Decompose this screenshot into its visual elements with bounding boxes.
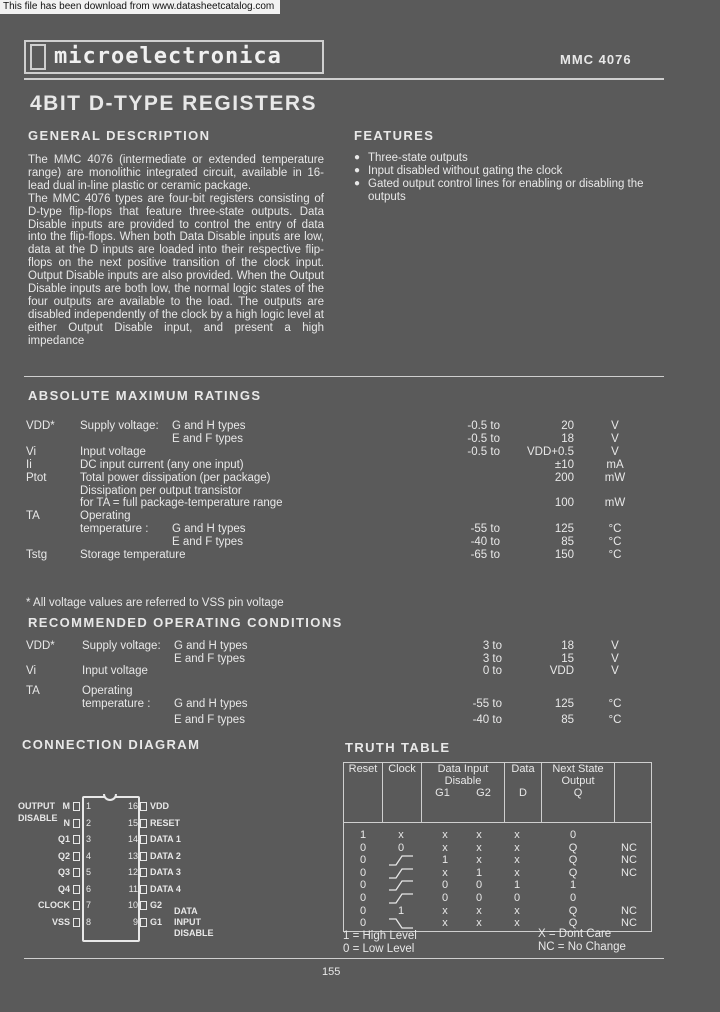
truth-cell-g1: 0: [441, 892, 449, 904]
pin-7: [73, 901, 80, 910]
falling-edge-icon: [388, 918, 414, 929]
truth-cell-q: 0: [569, 829, 577, 841]
truth-cell-reset: 0: [359, 904, 367, 917]
truth-cell-g2: 0: [475, 879, 483, 892]
rating-min: -55 to: [472, 698, 502, 710]
rating-unit: V: [611, 445, 619, 458]
truth-cell-reset: 0: [359, 854, 367, 867]
features-heading: FEATURES: [354, 128, 435, 143]
rating-parameter: Operating: [82, 685, 133, 697]
truth-cell-g1: x: [442, 866, 448, 879]
legend-right: [538, 928, 626, 954]
truth-cell-reset: 0: [359, 917, 367, 930]
download-banner: This file has been download from www.datasheetcatalog.com: [0, 0, 280, 14]
truth-cell-g2: x: [476, 904, 482, 917]
truth-cell-d: x: [514, 829, 520, 841]
rating-parameter: Dissipation per output transistor: [80, 484, 242, 497]
pin-number: 16: [127, 801, 138, 811]
truth-cell-nc: NC: [621, 854, 637, 867]
rating-parameter: Total power dissipation (per package): [80, 471, 271, 484]
pin-3: [73, 835, 80, 844]
description-para-2: The MMC 4076 types are four-bit registers consisting of D-type flip-flops that feature three-state outputs. Data Disable inputs are provided to control the entry of data into the flip-flops. When both Data Disable inputs are low, data at the D inputs are loaded into their respective flip-flops on the next positive transition of the clock input. Output Disable inputs are also provided. When the Output Disable inputs are both low, the normal logic states of the four outputs are available to the load. The outputs are disabled independently of the clock by a high logic level at either Output Disable input, and present a high impedance: [28, 192, 324, 347]
rating-min: -0.5 to: [467, 432, 500, 445]
pin-label: DATA 1: [150, 834, 181, 844]
pin-label: N: [63, 817, 70, 828]
truth-cell-q: 1: [569, 879, 577, 892]
rising-edge-icon: [388, 880, 414, 891]
rating-parameter: temperature :: [80, 523, 149, 536]
truth-cell-d: 0: [513, 892, 521, 904]
rating-max: 200: [554, 471, 574, 484]
legend-high: 1 = High Level: [343, 930, 417, 942]
th-g2: G2: [476, 787, 491, 799]
th-data: Data: [511, 763, 535, 775]
truth-cell-g1: 1: [441, 854, 449, 867]
pin-number: 3: [86, 834, 92, 844]
pin-number: 6: [86, 883, 92, 894]
pin-9: [140, 918, 147, 927]
th-reset: Reset: [348, 763, 378, 775]
rec-op-heading: RECOMMENDED OPERATING CONDITIONS: [28, 615, 343, 630]
truth-cell-reset: 0: [359, 892, 367, 904]
rating-max: 85: [561, 536, 574, 549]
th-q: Q: [573, 787, 583, 799]
rating-parameter: Storage temperature: [80, 549, 186, 561]
pin-label: Q3: [57, 867, 70, 877]
truth-cell-g2: x: [476, 829, 482, 841]
pin-10: [140, 901, 147, 910]
connection-heading: CONNECTION DIAGRAM: [22, 737, 201, 752]
truth-cell-d: x: [514, 841, 520, 854]
pin-label: DATA 3: [150, 867, 181, 877]
pin-16: [140, 802, 147, 811]
pin-2: [73, 819, 80, 828]
rating-max: 15: [561, 653, 574, 665]
truth-cell-reset: 0: [359, 879, 367, 892]
rating-symbol: VDD*: [26, 420, 55, 432]
pin-label: DATA 4: [150, 883, 181, 894]
general-description: [28, 154, 324, 348]
rating-unit: mA: [606, 458, 624, 471]
feature-item: ● Input disabled without gating the clock: [354, 165, 674, 178]
rating-symbol: TA: [26, 510, 40, 523]
th-clock: Clock: [388, 763, 416, 775]
pin-4: [73, 852, 80, 861]
pin-number: 5: [86, 867, 92, 877]
rating-max: 125: [554, 523, 574, 536]
truth-cell-reset: 0: [359, 866, 367, 879]
rating-min: 3 to: [482, 653, 502, 665]
rating-unit: V: [611, 665, 619, 677]
truth-cell-q: 0: [569, 892, 577, 904]
pin-number: 8: [86, 916, 92, 927]
truth-cell-d: x: [514, 854, 520, 867]
truth-cell-q: Q: [568, 917, 578, 930]
truth-cell-q: Q: [568, 841, 578, 854]
rating-symbol: VDD*: [26, 640, 55, 652]
pin-15: [140, 819, 147, 828]
pin-label: CLOCK: [38, 900, 70, 910]
truth-cell-reset: 1: [359, 829, 367, 841]
header-rule: [24, 78, 664, 80]
section-rule: [24, 376, 664, 377]
pin-number: 9: [132, 916, 138, 927]
rating-max: VDD+0.5: [527, 445, 574, 458]
rating-symbol: TA: [26, 685, 40, 697]
pin-label: Q2: [57, 850, 70, 861]
rating-condition: E and F types: [174, 714, 245, 726]
truth-cell-g1: x: [442, 841, 448, 854]
rating-condition: G and H types: [172, 420, 246, 432]
rating-symbol: Ptot: [26, 471, 47, 484]
rating-condition: G and H types: [174, 640, 248, 652]
truth-cell-nc: NC: [621, 841, 637, 854]
rating-min: -40 to: [470, 536, 500, 549]
pin-number: 4: [86, 850, 92, 861]
rating-unit: V: [611, 640, 619, 652]
pin-12: [140, 868, 147, 877]
truth-cell-q: Q: [568, 854, 578, 867]
footer-rule: [24, 958, 664, 959]
rating-parameter: temperature :: [82, 698, 151, 710]
rising-edge-icon: [388, 855, 414, 866]
company-logo: microelectronica: [24, 40, 324, 74]
rating-symbol: Tstg: [26, 549, 48, 561]
rating-condition: G and H types: [174, 698, 248, 710]
rating-max: 100: [554, 497, 574, 510]
rating-parameter: Operating: [80, 510, 131, 523]
rating-min: -40 to: [472, 714, 502, 726]
truth-heading: TRUTH TABLE: [345, 740, 451, 755]
truth-cell-d: x: [514, 904, 520, 917]
truth-cell-g1: x: [442, 917, 448, 930]
pin-label: G1: [150, 916, 163, 927]
pin-number: 7: [86, 900, 92, 910]
pin-5: [73, 868, 80, 877]
output-disable-label: OUTPUT DISABLE: [18, 801, 58, 823]
page-title: 4BIT D-TYPE REGISTERS: [30, 92, 318, 115]
truth-cell-clock: x: [398, 829, 404, 841]
pin-1: [73, 802, 80, 811]
truth-cell-g2: 0: [475, 892, 483, 904]
rating-parameter: Supply voltage:: [82, 640, 161, 652]
voltage-note: * All voltage values are referred to VSS pin voltage: [26, 597, 284, 609]
logo-mark-icon: [30, 44, 46, 70]
truth-cell-g1: 0: [441, 879, 449, 892]
rating-max: 20: [561, 420, 574, 432]
feature-item: ● Three-state outputs: [354, 152, 674, 165]
feature-item: ● Gated output control lines for enabling or disabling the outputs: [354, 178, 674, 204]
pin-number: 15: [127, 817, 138, 828]
rating-min: -65 to: [470, 549, 500, 561]
rating-max: VDD: [549, 665, 574, 677]
features-list: [354, 152, 674, 204]
rating-condition: E and F types: [172, 432, 243, 445]
th-g1: G1: [435, 787, 450, 799]
rating-unit: V: [611, 653, 619, 665]
pin-label: VSS: [51, 916, 70, 927]
page-number: 155: [322, 966, 341, 978]
pin-13: [140, 852, 147, 861]
rating-max: 18: [561, 432, 574, 445]
truth-cell-nc: NC: [621, 917, 637, 930]
truth-cell-g2: x: [476, 841, 482, 854]
truth-cell-q: Q: [568, 866, 578, 879]
pin-number: 11: [128, 883, 138, 894]
description-para-1: The MMC 4076 (intermediate or extended temperature range) are monolithic integrated circuit, available in 16-lead dual in-line plastic or ceramic package.: [28, 154, 324, 192]
rating-unit: °C: [608, 536, 622, 549]
rating-unit: V: [611, 420, 619, 432]
legend-dont-care: X = Dont Care: [538, 928, 612, 940]
truth-cell-g2: x: [476, 854, 482, 867]
rating-unit: °C: [608, 714, 622, 726]
abs-max-heading: ABSOLUTE MAXIMUM RATINGS: [28, 388, 262, 403]
truth-cell-d: 1: [513, 879, 521, 892]
rating-min: 0 to: [482, 665, 502, 677]
rating-parameter: DC input current (any one input): [80, 458, 244, 471]
pin-6: [73, 885, 80, 894]
truth-cell-g2: 1: [475, 866, 483, 879]
rating-parameter: for TA = full package-temperature range: [80, 497, 283, 510]
rating-condition: E and F types: [174, 653, 245, 665]
rating-max: 85: [561, 714, 574, 726]
truth-cell-g1: x: [442, 904, 448, 917]
pin-14: [140, 835, 147, 844]
rating-unit: mW: [604, 497, 626, 510]
truth-cell-g2: x: [476, 917, 482, 930]
rating-min: 3 to: [482, 640, 502, 652]
pin-number: 10: [127, 900, 138, 910]
rating-parameter: Input voltage: [80, 445, 146, 458]
rating-symbol: Ii: [26, 458, 32, 471]
pin-label: Q1: [57, 834, 70, 844]
truth-cell-clock: 0: [397, 841, 405, 854]
truth-cell-nc: NC: [621, 904, 637, 917]
pin-number: 14: [127, 834, 138, 844]
pin-label: VDD: [150, 801, 170, 811]
pin-8: [73, 918, 80, 927]
part-number: MMC 4076: [560, 52, 632, 67]
rating-max: 18: [561, 640, 574, 652]
pin-label: M: [62, 801, 70, 811]
rating-unit: °C: [608, 523, 622, 536]
rating-parameter: Supply voltage:: [80, 420, 159, 432]
th-d: D: [519, 787, 527, 799]
rating-parameter: Input voltage: [82, 665, 148, 677]
truth-cell-clock: 1: [397, 904, 405, 917]
pin-number: 1: [86, 801, 92, 811]
rating-symbol: Vi: [26, 445, 37, 458]
truth-cell-q: Q: [568, 904, 578, 917]
pin-label: RESET: [150, 817, 181, 828]
rating-max: 125: [554, 698, 574, 710]
truth-cell-g1: x: [442, 829, 448, 841]
rating-min: -0.5 to: [467, 420, 500, 432]
rating-unit: V: [611, 432, 619, 445]
rating-symbol: Vi: [26, 665, 37, 677]
legend-low: 0 = Low Level: [343, 942, 415, 955]
rating-unit: mW: [604, 471, 626, 484]
truth-cell-d: x: [514, 917, 520, 930]
rating-min: -55 to: [470, 523, 500, 536]
legend-no-change: NC = No Change: [538, 940, 626, 953]
truth-table: [343, 762, 652, 932]
general-heading: GENERAL DESCRIPTION: [28, 128, 211, 143]
truth-cell-nc: NC: [621, 866, 637, 879]
rating-condition: E and F types: [172, 536, 243, 549]
rating-max: 150: [554, 549, 574, 561]
th-next-state: Next State Output: [552, 763, 604, 787]
pin-number: 12: [127, 867, 138, 877]
rating-min: -0.5 to: [467, 445, 500, 458]
rating-max: ±10: [554, 458, 574, 471]
pin-11: [140, 885, 147, 894]
rising-edge-icon: [388, 893, 414, 904]
rating-condition: G and H types: [172, 523, 246, 536]
pin-label: DATA 2: [150, 850, 181, 861]
th-data-input-disable: Data Input Disable: [437, 763, 489, 787]
data-input-disable-label: DATA INPUT DISABLE: [174, 906, 214, 938]
pin-number: 13: [127, 850, 138, 861]
rising-edge-icon: [388, 868, 414, 879]
pin-label: G2: [150, 900, 163, 910]
rating-unit: °C: [608, 549, 622, 561]
pin-label: Q4: [57, 883, 70, 894]
rating-unit: °C: [608, 698, 622, 710]
pin-number: 2: [86, 817, 92, 828]
truth-cell-reset: 0: [359, 841, 367, 854]
legend-left: [343, 930, 417, 956]
truth-cell-d: x: [514, 866, 520, 879]
